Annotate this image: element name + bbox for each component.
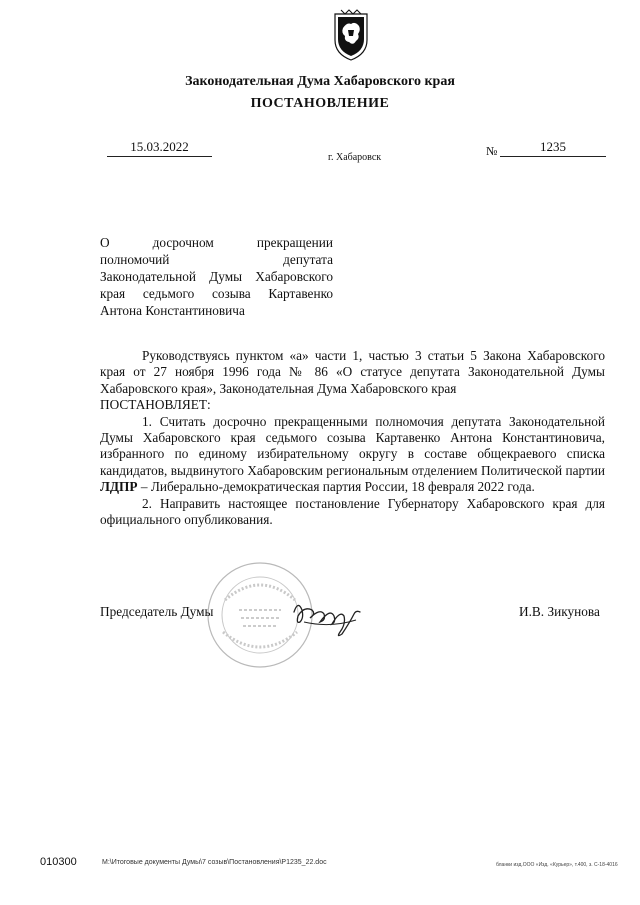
resolves-heading: ПОСТАНОВЛЯЕТ: xyxy=(100,397,211,413)
subject-line: Законодательной Думы Хабаровского xyxy=(100,269,333,284)
city: г. Хабаровск xyxy=(328,152,382,163)
number-sign: № xyxy=(486,144,498,158)
subject-line: полномочий депутата xyxy=(100,252,333,267)
document-date: 15.03.2022 xyxy=(107,138,212,157)
item-1-text-end: – Либерально-демократическая партия России, 18 февраля 2022 года. xyxy=(137,479,535,495)
coat-of-arms-icon xyxy=(331,8,371,62)
subject-line: края седьмого созыва Картавенко xyxy=(100,286,333,301)
footer-file-path: M:\Итоговые документы Думы\7 созыв\Постановления\P1235_22.doc xyxy=(102,859,327,866)
footer-print-note: бланки изд.ООО «Изд. «Курьер», т.400, з. С-18-4016 xyxy=(496,862,618,868)
signer-name: И.В. Зикунова xyxy=(519,604,600,619)
item-2: 2. Направить настоящее постановление Губернатору Хабаровского края для официального опубликования. xyxy=(100,495,605,528)
footer-code: 010300 xyxy=(40,856,77,868)
handwritten-signature xyxy=(290,592,368,642)
subject-block xyxy=(100,234,333,319)
document-number: 1235 xyxy=(500,138,606,157)
item-1 xyxy=(100,414,605,496)
subject-line: Антона Константиновича xyxy=(100,303,245,318)
preamble: Руководствуясь пунктом «а» части 1, частью 3 статьи 5 Закона Хабаровского края от 27 ноября 1996 года № 86 «О статусе депутата Законодательной Думы Хабаровского края», Законодательная Дума Хабаровского края xyxy=(100,348,605,396)
resolution-body xyxy=(100,348,605,528)
item-1-text: 1. Считать досрочно прекращенными полномочия депутата Законодательной Думы Хабаровского края седьмого созыва Картавенко Антона Константиновича, избранного по единому избирательному округу в составе общекраевого списка кандидатов, выдвинутого Хабаровским региональным отделением Политической партии xyxy=(100,413,605,478)
document-type: ПОСТАНОВЛЕНИЕ xyxy=(250,96,390,111)
party-name: ЛДПР xyxy=(100,479,138,495)
signer-title: Председатель Думы xyxy=(100,604,214,619)
organization-title: Законодательная Дума Хабаровского края xyxy=(185,74,455,89)
subject-line: О досрочном прекращении xyxy=(100,235,333,250)
